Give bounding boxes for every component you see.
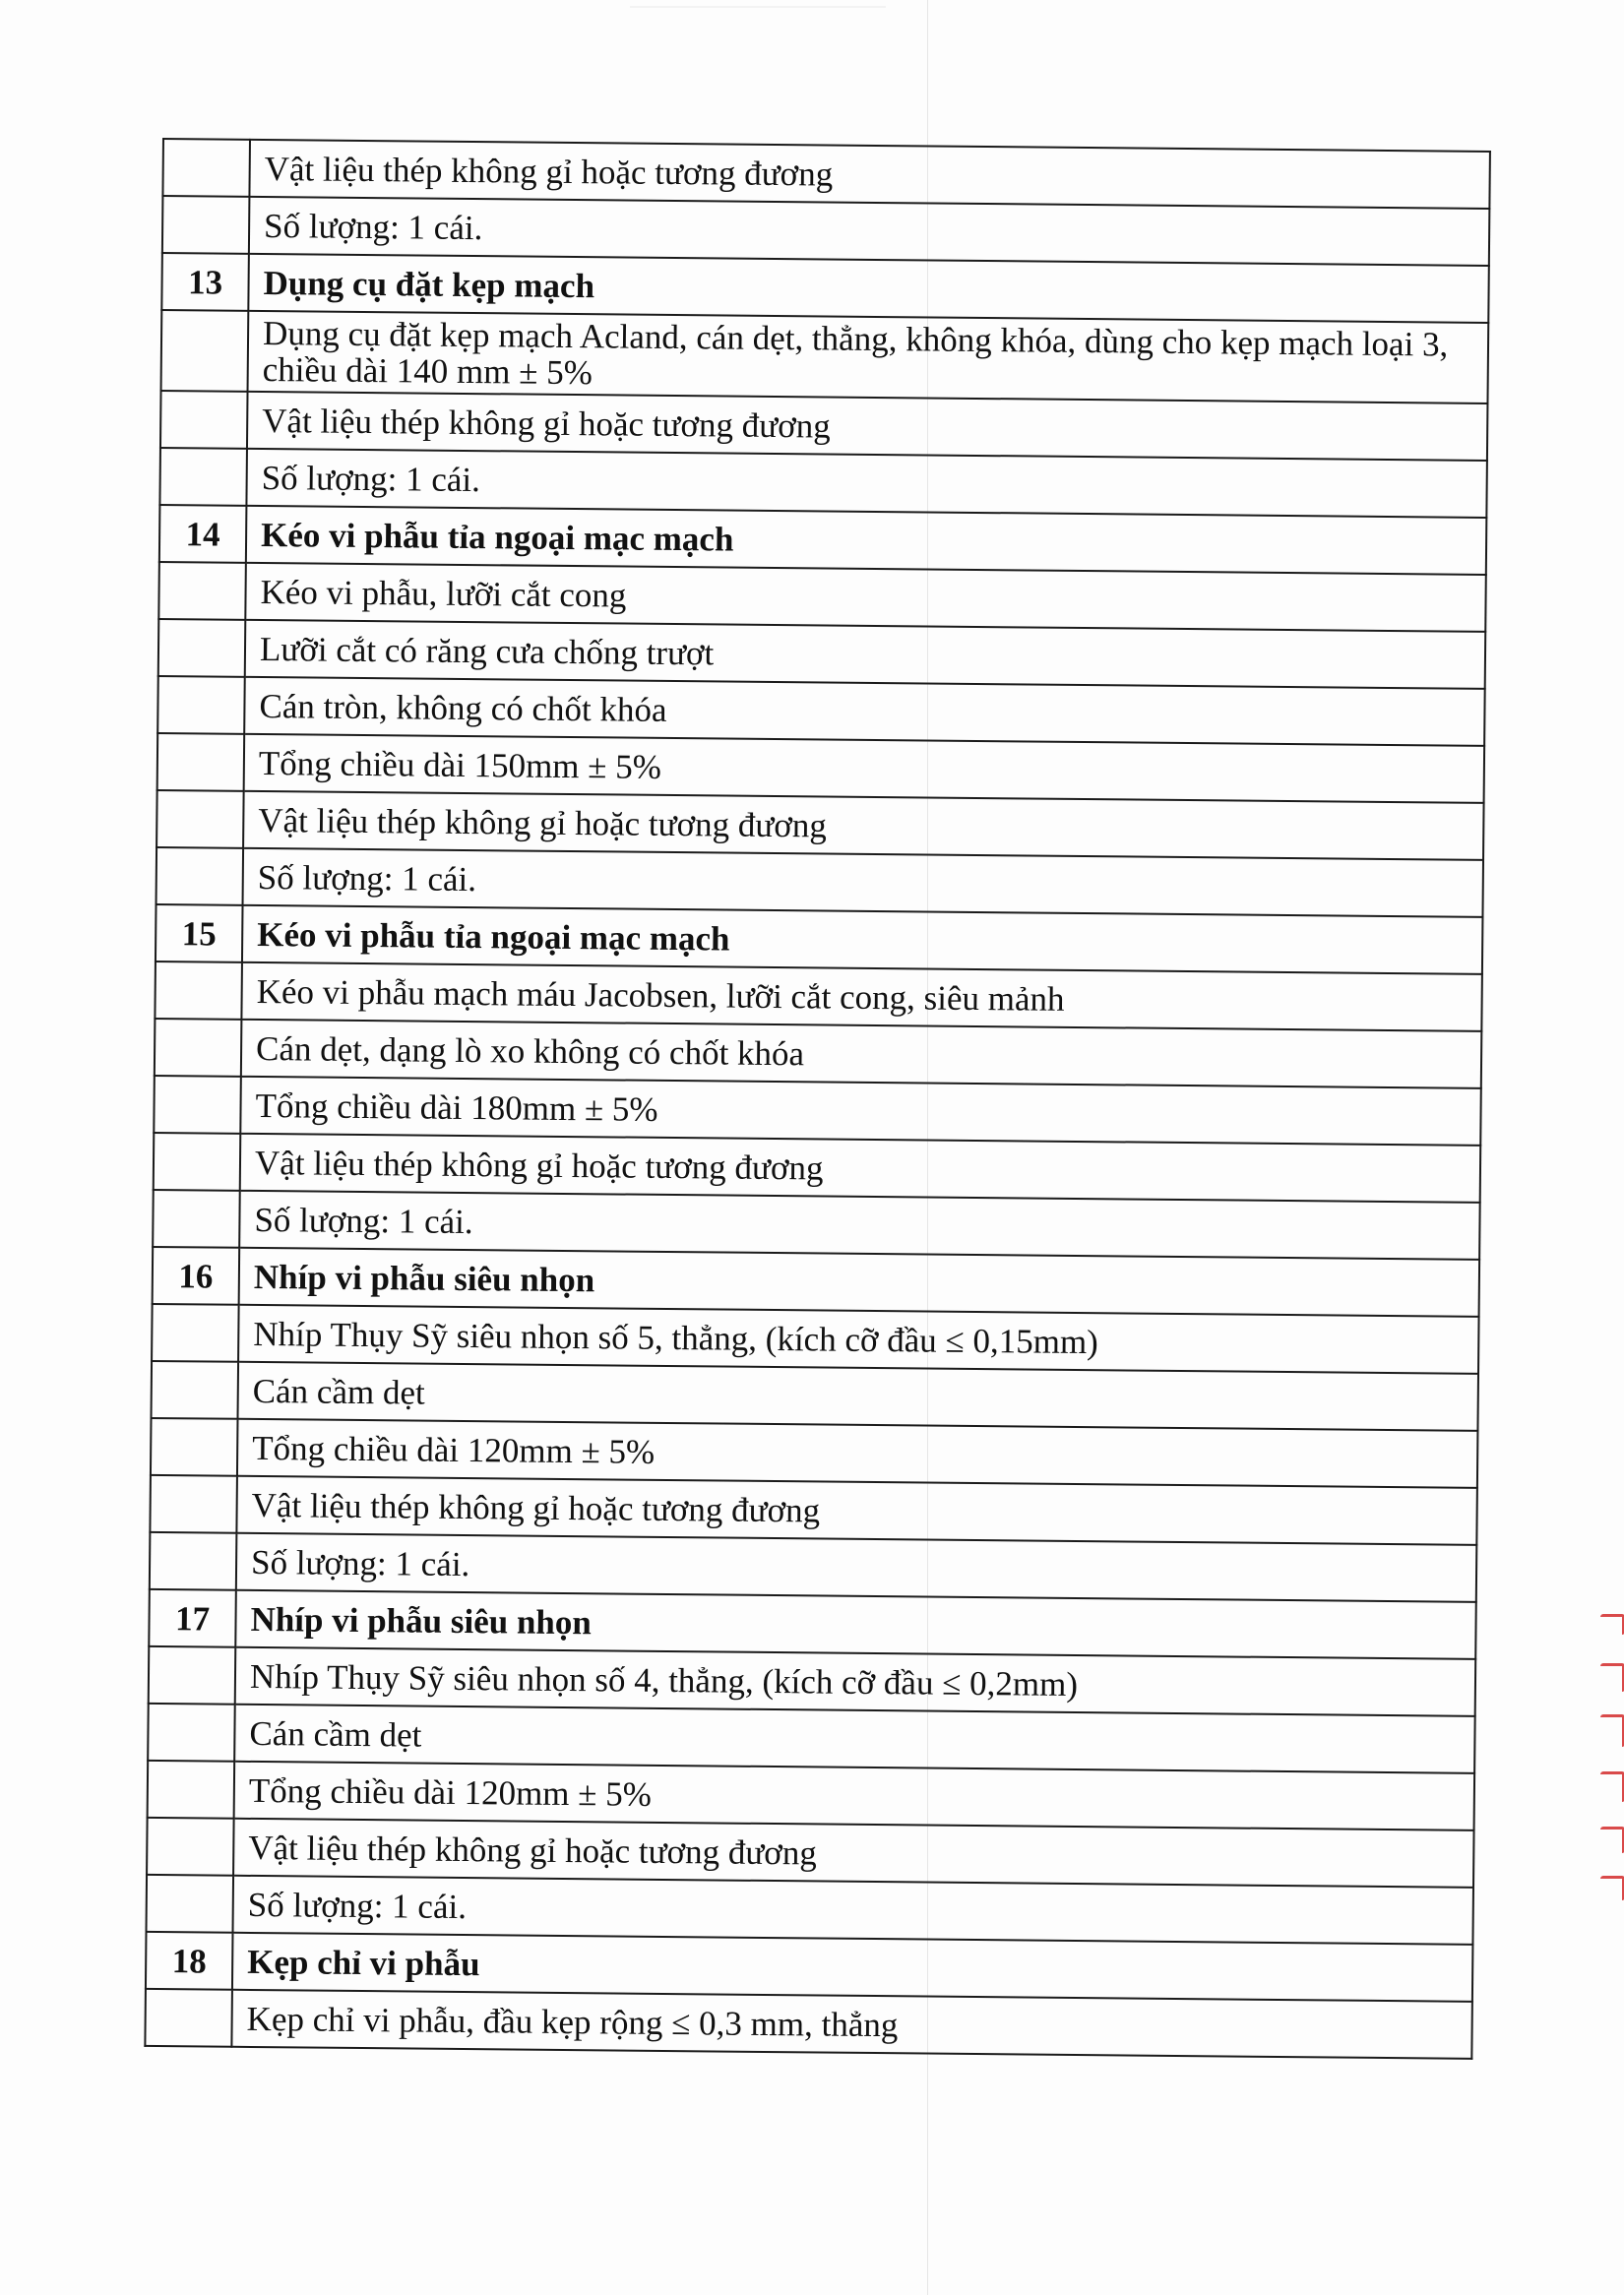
item-number-cell <box>147 1875 234 1933</box>
item-number-cell <box>157 733 245 791</box>
item-number-cell <box>152 1361 239 1419</box>
item-number-cell: 18 <box>146 1932 233 1990</box>
spec-text-cell: Vật liệu thép không gỉ hoặc tương đương <box>240 1134 1480 1203</box>
spec-text-cell: Kéo vi phẫu mạch máu Jacobsen, lưỡi cắt cong, siêu mảnh <box>241 962 1481 1031</box>
item-number-cell <box>162 196 250 254</box>
item-title-cell: Dụng cụ đặt kẹp mạch <box>248 254 1488 323</box>
spec-text-cell: Số lượng: 1 cái. <box>246 449 1486 518</box>
spec-text-cell: Kéo vi phẫu, lưỡi cắt cong <box>245 563 1485 632</box>
item-number-cell <box>154 1076 241 1134</box>
spec-text-cell: Vật liệu thép không gỉ hoặc tương đương <box>233 1819 1473 1888</box>
spec-text-cell: Số lượng: 1 cái. <box>239 1191 1479 1260</box>
spec-text-cell: Tổng chiều dài 120mm ± 5% <box>237 1419 1477 1488</box>
item-number-cell: 16 <box>153 1247 240 1305</box>
stamp-mark <box>1600 1663 1624 1692</box>
spec-text-cell: Cán cầm dẹt <box>238 1362 1478 1431</box>
spec-text-cell: Tổng chiều dài 150mm ± 5% <box>244 734 1484 803</box>
spec-text-cell: Tổng chiều dài 120mm ± 5% <box>234 1762 1474 1830</box>
spec-text-cell: Số lượng: 1 cái. <box>243 848 1483 917</box>
item-number-cell <box>145 1989 232 2047</box>
item-number-cell <box>151 1418 238 1476</box>
spec-text-cell: Cán tròn, không có chốt khóa <box>244 677 1484 746</box>
item-number-cell: 17 <box>149 1589 236 1647</box>
spec-text-cell: Nhíp Thụy Sỹ siêu nhọn số 5, thẳng, (kích cỡ đầu ≤ 0,15mm) <box>238 1305 1478 1374</box>
spec-text-cell: Cán cầm dẹt <box>234 1705 1474 1773</box>
stamp-mark <box>1600 1827 1624 1853</box>
spec-text-cell: Cán dẹt, dạng lò xo không có chốt khóa <box>241 1020 1481 1088</box>
item-number-cell <box>160 391 248 449</box>
spec-text-cell: Kẹp chỉ vi phẫu, đầu kẹp rộng ≤ 0,3 mm, thẳng <box>231 1990 1471 2059</box>
item-title-cell: Kéo vi phẫu tỉa ngoại mạc mạch <box>242 905 1482 974</box>
item-number-cell: 13 <box>161 253 249 311</box>
item-number-cell <box>152 1304 239 1362</box>
specification-table-body <box>145 139 1490 2059</box>
item-title-cell: Nhíp vi phẫu siêu nhọn <box>235 1590 1475 1659</box>
item-number-cell <box>150 1532 237 1590</box>
spec-text-cell: Nhíp Thụy Sỹ siêu nhọn số 4, thẳng, (kích cỡ đầu ≤ 0,2mm) <box>235 1647 1475 1716</box>
item-number-cell <box>155 961 242 1020</box>
stamp-mark <box>1600 1876 1624 1900</box>
table-row <box>145 1989 1471 2059</box>
spec-text-cell: Lưỡi cắt có răng cưa chống trượt <box>245 620 1485 689</box>
stamp-mark <box>1600 1714 1624 1747</box>
specification-table <box>144 138 1491 2060</box>
item-title-cell: Kẹp chỉ vi phẫu <box>232 1933 1472 2002</box>
item-number-cell <box>161 310 249 392</box>
stamp-mark <box>1600 1771 1624 1802</box>
spec-text-cell: Vật liệu thép không gỉ hoặc tương đương <box>249 140 1489 209</box>
spec-text-cell: Vật liệu thép không gỉ hoặc tương đương <box>236 1476 1476 1545</box>
item-number-cell: 14 <box>159 505 247 563</box>
item-number-cell <box>156 790 244 848</box>
item-number-cell: 15 <box>156 904 243 962</box>
item-number-cell <box>150 1475 237 1533</box>
spec-text-cell: Vật liệu thép không gỉ hoặc tương đương <box>247 392 1487 461</box>
item-number-cell <box>147 1818 234 1876</box>
spec-table-container <box>144 138 1491 2060</box>
spec-text-cell: Số lượng: 1 cái. <box>236 1533 1476 1602</box>
spec-text-cell: Dụng cụ đặt kẹp mạch Acland, cán dẹt, thẳng, không khóa, dùng cho kẹp mạch loại 3, chiều dài 140 mm ± 5% <box>248 311 1489 403</box>
item-number-cell <box>149 1646 236 1705</box>
item-number-cell <box>159 448 247 506</box>
faint-bleed-through <box>630 6 886 22</box>
item-number-cell <box>158 562 246 620</box>
spec-text-cell: Số lượng: 1 cái. <box>249 197 1489 266</box>
item-title-cell: Kéo vi phẫu tỉa ngoại mạc mạch <box>246 506 1486 575</box>
spec-text-cell: Tổng chiều dài 180mm ± 5% <box>240 1077 1480 1146</box>
stamp-mark <box>1600 1614 1624 1635</box>
spec-text-cell: Số lượng: 1 cái. <box>232 1876 1472 1945</box>
item-number-cell <box>148 1704 235 1762</box>
item-number-cell <box>155 1019 242 1077</box>
item-number-cell <box>148 1761 235 1819</box>
item-number-cell <box>154 1133 241 1191</box>
item-number-cell <box>156 847 244 905</box>
item-title-cell: Nhíp vi phẫu siêu nhọn <box>239 1248 1479 1317</box>
spec-text-cell: Vật liệu thép không gỉ hoặc tương đương <box>243 791 1483 860</box>
red-stamp-edge <box>1596 1604 1624 1929</box>
item-number-cell <box>158 619 246 677</box>
item-number-cell <box>157 676 245 734</box>
item-number-cell <box>162 139 250 197</box>
item-number-cell <box>153 1190 240 1248</box>
table-row <box>161 310 1489 403</box>
